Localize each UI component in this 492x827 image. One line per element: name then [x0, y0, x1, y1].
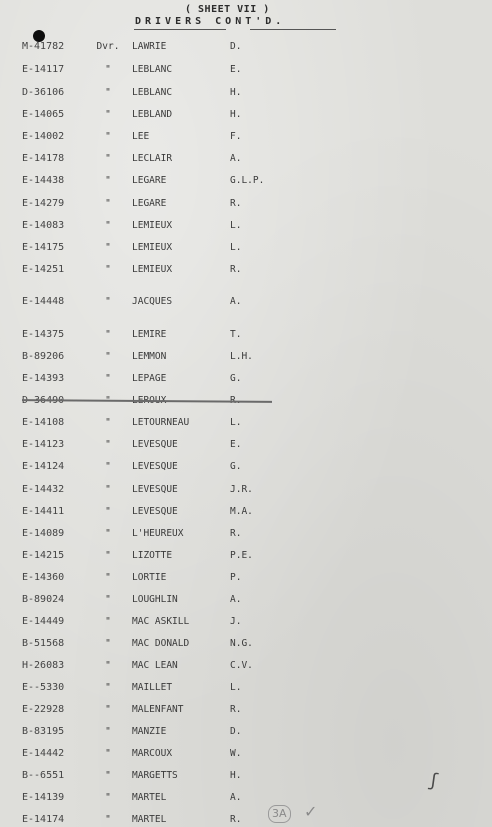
surname: LEBLANC — [132, 87, 173, 98]
initials: M.A. — [230, 506, 253, 517]
surname: LEVESQUE — [132, 439, 178, 450]
rank: " — [105, 726, 111, 737]
roster-row — [0, 725, 492, 739]
roster-row — [0, 130, 492, 144]
roster-row — [0, 295, 492, 309]
roster-row — [0, 263, 492, 277]
service-number: E-14065 — [22, 109, 65, 120]
title-underline — [134, 29, 226, 30]
service-number: E-14251 — [22, 264, 65, 275]
rank: " — [105, 153, 111, 164]
rank: " — [105, 594, 111, 605]
roster-row — [0, 703, 492, 717]
service-number — [22, 394, 64, 408]
service-number: E-14448 — [22, 296, 65, 307]
rank: " — [105, 198, 111, 209]
roster-row — [0, 350, 492, 364]
initials: A. — [230, 153, 242, 164]
service-number: M-41782 — [22, 41, 65, 52]
roster-row — [0, 593, 492, 607]
initials: L. — [230, 220, 242, 231]
surname: MARTEL — [132, 814, 167, 825]
service-number: E--5330 — [22, 682, 65, 693]
roster-row — [0, 637, 492, 651]
initials: J.R. — [230, 484, 253, 495]
roster-row — [0, 505, 492, 519]
service-number: H-26083 — [22, 660, 65, 671]
surname: LEE — [132, 131, 150, 142]
roster-row — [0, 791, 492, 805]
initials: P.E. — [230, 550, 253, 561]
surname: LEGARE — [132, 175, 167, 186]
initials: J. — [230, 616, 242, 627]
rank: " — [105, 528, 111, 539]
rank: " — [105, 175, 111, 186]
surname: LEMIEUX — [132, 264, 173, 275]
rank: " — [105, 417, 111, 428]
rank: " — [105, 131, 111, 142]
initials: F. — [230, 131, 242, 142]
initials: T. — [230, 329, 242, 340]
section-title: DRIVERS CONT'D. — [135, 16, 286, 27]
roster-row — [0, 219, 492, 233]
roster-row — [0, 372, 492, 386]
surname: LEMMON — [132, 351, 167, 362]
rank: " — [105, 682, 111, 693]
rank: " — [105, 660, 111, 671]
initials: D. — [230, 726, 242, 737]
surname: LAWRIE — [132, 41, 167, 52]
rank: " — [105, 351, 111, 362]
pencil-tick-mark: ʃ — [426, 769, 441, 792]
surname: LEVESQUE — [132, 484, 178, 495]
rank: Dvr. — [96, 41, 120, 52]
surname: LEVESQUE — [132, 461, 178, 472]
roster-row — [0, 483, 492, 497]
initials: D. — [230, 41, 242, 52]
surname: MAC ASKILL — [132, 616, 190, 627]
surname: LETOURNEAU — [132, 417, 190, 428]
service-number: E-14174 — [22, 814, 65, 825]
service-number: E-14117 — [22, 64, 65, 75]
rank: " — [105, 770, 111, 781]
rank: " — [105, 296, 111, 307]
service-number: E-14108 — [22, 417, 65, 428]
surname: LEPAGE — [132, 373, 167, 384]
service-number: E-14178 — [22, 153, 65, 164]
roster-row — [0, 328, 492, 342]
service-number: E-14083 — [22, 220, 65, 231]
sheet-label: ( SHEET VII ) — [185, 4, 270, 15]
service-number: E-14393 — [22, 373, 65, 384]
initials: L. — [230, 242, 242, 253]
service-number: B-83195 — [22, 726, 65, 737]
service-number: B--6551 — [22, 770, 65, 781]
initials: G. — [230, 373, 242, 384]
title-underline — [250, 29, 336, 30]
initials: P. — [230, 572, 242, 583]
surname: LEBLANC — [132, 64, 173, 75]
service-number: E-14279 — [22, 198, 65, 209]
surname: LEMIEUX — [132, 242, 173, 253]
initials: R. — [230, 264, 242, 275]
roster-row — [0, 174, 492, 188]
initials: L. — [230, 417, 242, 428]
rank: " — [105, 87, 111, 98]
initials: E. — [230, 64, 242, 75]
service-number: B-89206 — [22, 351, 65, 362]
roster-row — [0, 394, 492, 408]
roster-row — [0, 681, 492, 695]
service-number: E-14089 — [22, 528, 65, 539]
surname: MARCOUX — [132, 748, 173, 759]
initials: C.V. — [230, 660, 253, 671]
rank: " — [105, 264, 111, 275]
rank: " — [105, 64, 111, 75]
service-number: E-14360 — [22, 572, 65, 583]
service-number: E-14411 — [22, 506, 65, 517]
surname: MARTEL — [132, 792, 167, 803]
roster-row — [0, 571, 492, 585]
surname: LIZOTTE — [132, 550, 173, 561]
surname: L'HEUREUX — [132, 528, 184, 539]
surname: LEMIEUX — [132, 220, 173, 231]
service-number: E-22928 — [22, 704, 65, 715]
surname: LEMIRE — [132, 329, 167, 340]
roster-row — [0, 747, 492, 761]
roster-row — [0, 63, 492, 77]
service-number: E-14438 — [22, 175, 65, 186]
initials: R. — [230, 814, 242, 825]
initials: N.G. — [230, 638, 253, 649]
service-number: E-14215 — [22, 550, 65, 561]
roster-row — [0, 659, 492, 673]
rank: " — [105, 484, 111, 495]
roster-row — [0, 527, 492, 541]
roster-row — [0, 241, 492, 255]
service-number: E-14124 — [22, 461, 65, 472]
page-number-stamp: 3A — [268, 805, 291, 823]
roster-row — [0, 86, 492, 100]
roster-row — [0, 549, 492, 563]
rank: " — [105, 439, 111, 450]
initials: A. — [230, 296, 242, 307]
roster-row — [0, 615, 492, 629]
check-icon: ✓ — [304, 802, 318, 821]
roster-row — [0, 769, 492, 783]
rank: " — [105, 792, 111, 803]
rank: " — [105, 220, 111, 231]
initials: R. — [230, 528, 242, 539]
rank: " — [105, 242, 111, 253]
rank: " — [105, 109, 111, 120]
initials: H. — [230, 770, 242, 781]
surname: MANZIE — [132, 726, 167, 737]
surname: LEBLAND — [132, 109, 173, 120]
initials: L.H. — [230, 351, 253, 362]
initials: H. — [230, 87, 242, 98]
roster-row — [0, 40, 492, 54]
service-number: E-14175 — [22, 242, 65, 253]
rank: " — [105, 329, 111, 340]
initials: A. — [230, 594, 242, 605]
surname: MALENFANT — [132, 704, 184, 715]
service-number: D-36106 — [22, 87, 65, 98]
surname: MARGETTS — [132, 770, 178, 781]
surname: LEVESQUE — [132, 506, 178, 517]
service-number: E-14432 — [22, 484, 65, 495]
rank: " — [105, 616, 111, 627]
surname: MAC LEAN — [132, 660, 178, 671]
service-number: E-14139 — [22, 792, 65, 803]
surname: LECLAIR — [132, 153, 173, 164]
service-number: E-14442 — [22, 748, 65, 759]
service-number: B-51568 — [22, 638, 65, 649]
rank: " — [105, 373, 111, 384]
service-number: E-14375 — [22, 329, 65, 340]
initials: R. — [230, 704, 242, 715]
surname: LORTIE — [132, 572, 167, 583]
roster-row — [0, 197, 492, 211]
initials: E. — [230, 439, 242, 450]
rank: " — [105, 461, 111, 472]
rank: " — [105, 638, 111, 649]
rank: " — [105, 550, 111, 561]
initials: G. — [230, 461, 242, 472]
rank: " — [105, 572, 111, 583]
rank: " — [105, 506, 111, 517]
initials: G.L.P. — [230, 175, 265, 186]
roster-row — [0, 416, 492, 430]
surname: LOUGHLIN — [132, 594, 178, 605]
surname: MAC DONALD — [132, 638, 190, 649]
service-number: E-14123 — [22, 439, 65, 450]
initials: L. — [230, 682, 242, 693]
roster-row — [0, 438, 492, 452]
surname: LEGARE — [132, 198, 167, 209]
roster-row — [0, 108, 492, 122]
roster-row — [0, 152, 492, 166]
service-number: B-89024 — [22, 594, 65, 605]
initials: H. — [230, 109, 242, 120]
roster-row — [0, 813, 492, 827]
rank: " — [105, 814, 111, 825]
service-number: E-14449 — [22, 616, 65, 627]
initials: W. — [230, 748, 242, 759]
surname: JACQUES — [132, 296, 173, 307]
surname: MAILLET — [132, 682, 173, 693]
roster-row — [0, 460, 492, 474]
initials: R. — [230, 198, 242, 209]
rank: " — [105, 748, 111, 759]
rank: " — [105, 704, 111, 715]
initials: A. — [230, 792, 242, 803]
service-number: E-14002 — [22, 131, 65, 142]
